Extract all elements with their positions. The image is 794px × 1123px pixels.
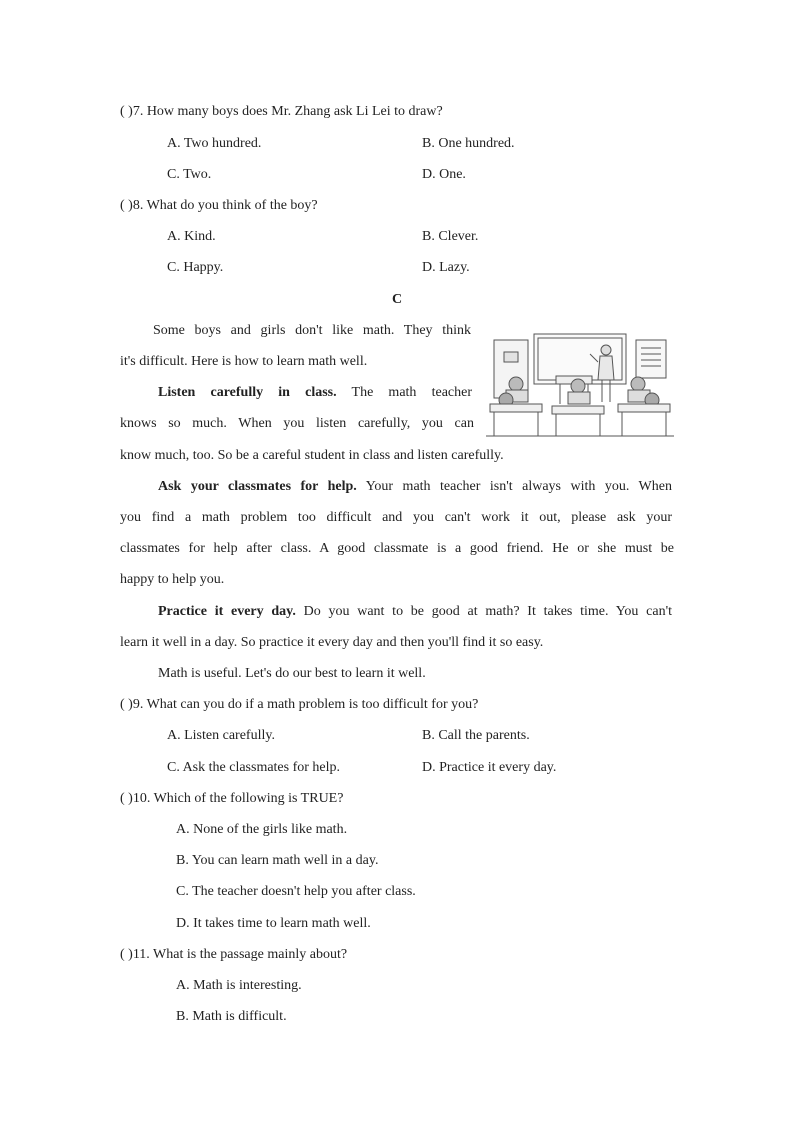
q10-stem: ( )10. Which of the following is TRUE?	[120, 791, 344, 806]
passage-p2-heading: Listen carefully in class.	[158, 385, 337, 400]
section-heading: C	[391, 292, 403, 307]
q8-option-c: C. Happy.	[167, 260, 224, 275]
passage-p3-line1-text: Your math teacher isn't always with you. When	[356, 479, 672, 494]
q7-option-b: B. One hundred.	[422, 136, 515, 151]
q9-option-a: A. Listen carefully.	[167, 728, 275, 743]
passage-p1-line2: it's difficult. Here is how to learn math well.	[120, 354, 368, 369]
passage-p3-line3: classmates for help after class. A good classmate is a good friend. He or she must be	[120, 541, 674, 556]
q9-option-b: B. Call the parents.	[422, 728, 530, 743]
passage-p2-line1-text: The math teacher	[336, 385, 472, 400]
q11-option-b: B. Math is difficult.	[176, 1009, 287, 1024]
q7-option-d: D. One.	[422, 167, 466, 182]
q8-stem: ( )8. What do you think of the boy?	[120, 198, 318, 213]
q11-stem: ( )11. What is the passage mainly about?	[120, 947, 348, 962]
passage-p3-line4: happy to help you.	[120, 572, 225, 587]
passage-p4-line2: learn it well in a day. So practice it every day and then you'll find it so easy.	[120, 635, 544, 650]
passage-p2-line2: knows so much. When you listen carefully, you can	[120, 416, 474, 431]
q11-option-a: A. Math is interesting.	[176, 978, 302, 993]
q9-stem: ( )9. What can you do if a math problem is too difficult for you?	[120, 697, 479, 712]
q7-option-c: C. Two.	[167, 167, 212, 182]
passage-p4-line1-text: Do you want to be good at math? It takes time. You can't	[295, 604, 672, 619]
q8-option-a: A. Kind.	[167, 229, 216, 244]
q8-option-b: B. Clever.	[422, 229, 479, 244]
passage-p3-line2: you find a math problem too difficult and you can't work it out, please ask your	[120, 510, 672, 525]
passage-p3-line1	[158, 478, 672, 496]
passage-p4-line1	[158, 603, 672, 621]
q9-option-c: C. Ask the classmates for help.	[167, 760, 341, 775]
q7-option-a: A. Two hundred.	[167, 136, 262, 151]
passage-p2-line3: know much, too. So be a careful student in class and listen carefully.	[120, 448, 504, 463]
q10-option-c: C. The teacher doesn't help you after class.	[176, 884, 416, 899]
q10-option-a: A. None of the girls like math.	[176, 822, 348, 837]
passage-p2-line1	[158, 384, 472, 402]
passage-p3-heading: Ask your classmates for help.	[158, 479, 357, 494]
q10-option-b: B. You can learn math well in a day.	[176, 853, 379, 868]
q10-option-d: D. It takes time to learn math well.	[176, 916, 371, 931]
passage-p1-line1: Some boys and girls don't like math. They think	[153, 323, 471, 338]
q9-option-d: D. Practice it every day.	[422, 760, 557, 775]
classroom-illustration	[486, 330, 674, 440]
q8-option-d: D. Lazy.	[422, 260, 470, 275]
passage-p5: Math is useful. Let's do our best to learn it well.	[158, 666, 426, 681]
passage-p4-heading: Practice it every day.	[158, 604, 296, 619]
q7-stem: ( )7. How many boys does Mr. Zhang ask Li Lei to draw?	[120, 104, 443, 119]
